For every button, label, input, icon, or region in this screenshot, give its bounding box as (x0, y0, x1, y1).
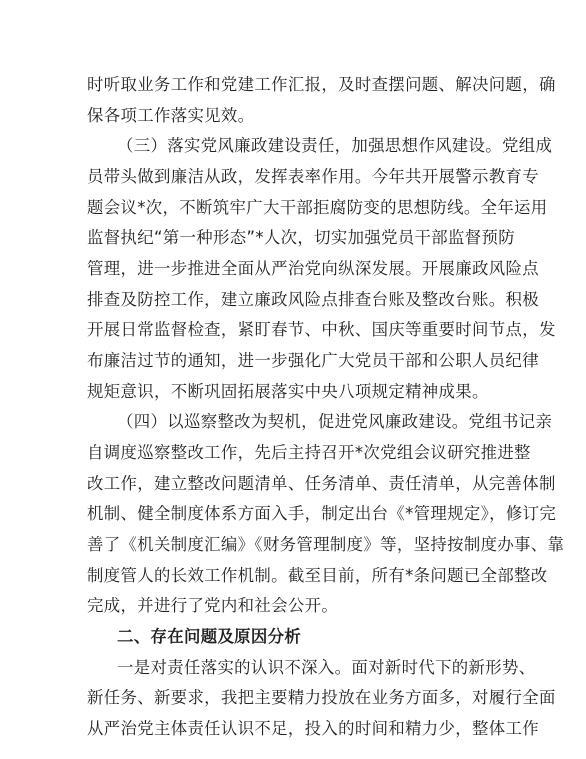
paragraph-line: 规矩意识，不断巩固拓展落实中央八项规定精神成果。 (87, 382, 489, 401)
paragraph-line: 开展日常监督检查，紧盯春节、中秋、国庆等重要时间节点，发 (87, 320, 556, 339)
paragraph-line: 管理，进一步推进全面从严治党向纵深发展。开展廉政风险点 (87, 259, 539, 278)
section-heading: 二、存在问题及原因分析 (117, 627, 302, 646)
paragraph-line: （三）落实党风廉政建设责任，加强思想作风建设。党组成 (117, 136, 553, 155)
paragraph-line: 员带头做到廉洁从政，发挥表率作用。今年共开展警示教育专 (87, 167, 539, 186)
paragraph-line: 善了《机关制度汇编》《财务管理制度》等，坚持按制度办事、靠 (87, 535, 565, 554)
paragraph-line: 监督执纪“第一种形态”*人次，切实加强党员干部监督预防 (87, 228, 516, 247)
paragraph-line: 机制、健全制度体系方面入手，制定出台《*管理规定》，修订完 (87, 504, 557, 523)
paragraph-line: 完成，并进行了党内和社会公开。 (87, 596, 339, 615)
paragraph-line: 时听取业务工作和党建工作汇报，及时查摆问题、解决问题，确 (87, 75, 556, 94)
paragraph-line: （四）以巡察整改为契机，促进党风廉政建设。党组书记亲 (117, 412, 553, 431)
paragraph-line: 改工作，建立整改问题清单、任务清单、责任清单，从完善体制 (87, 474, 556, 493)
paragraph-line: 自调度巡察整改工作，先后主持召开*次党组会议研究推进整 (87, 443, 531, 462)
paragraph-line: 新任务、新要求，我把主要精力投放在业务方面多，对履行全面 (87, 688, 556, 707)
paragraph-line: 从严治党主体责任认识不足，投入的时间和精力少，整体工作 (87, 719, 539, 738)
paragraph-line: 排查及防控工作，建立廉政风险点排查台账及整改台账。积极 (87, 290, 539, 309)
paragraph-line: 一是对责任落实的认识不深入。面对新时代下的新形势、 (117, 658, 536, 677)
paragraph-line: 保各项工作落实见效。 (87, 106, 255, 125)
paragraph-line: 布廉洁过节的通知，进一步强化广大党员干部和公职人员纪律 (87, 351, 539, 370)
paragraph-line: 题会议*次，不断筑牢广大干部拒腐防变的思想防线。全年运用 (87, 198, 548, 217)
paragraph-line: 制度管人的长效工作机制。截至目前，所有*条问题已全部整改 (87, 566, 548, 585)
